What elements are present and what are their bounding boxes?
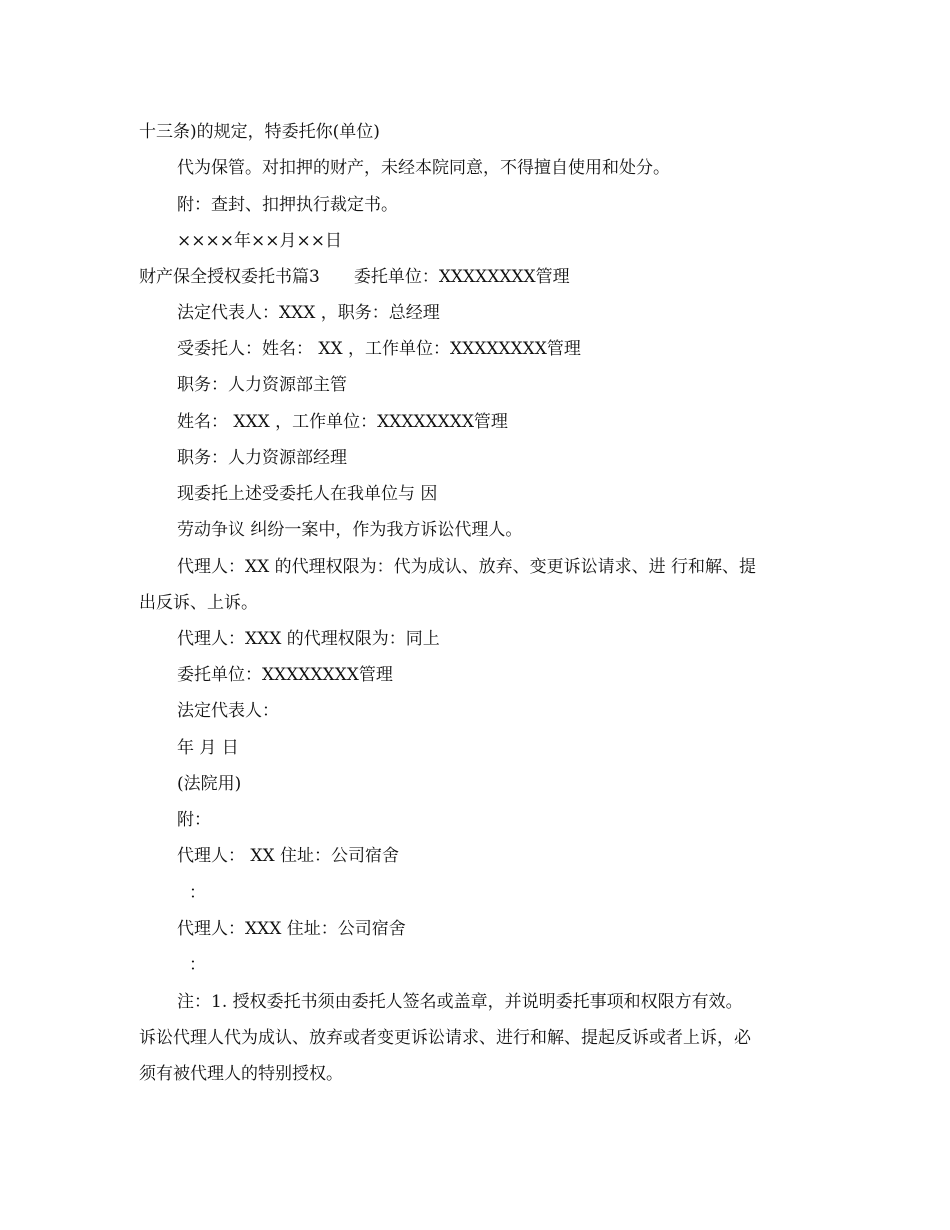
text-line: 代为保管。对扣押的财产，未经本院同意，不得擅自使用和处分。 [177,158,670,178]
text-line: 附：查封、扣押执行裁定书。 [177,195,398,215]
text-line: 代理人：XXX 的代理权限为：同上 [177,629,440,649]
text-line: 代理人： XX 住址：公司宿舍 [177,846,400,866]
text-line: 法定代表人： [177,701,279,721]
section-heading: 财产保全授权委托书篇3 委托单位：XXXXXXXX管理 [139,267,570,287]
text-line: 出反诉、上诉。 [139,593,258,613]
text-line: ： [189,883,206,903]
text-line: 注：1. 授权委托书须由委托人签名或盖章，并说明委托事项和权限方有效。 [177,992,743,1012]
text-line: 代理人：XXX 住址：公司宿舍 [177,919,406,939]
text-line: 现委托上述受委托人在我单位与 因 [177,484,438,504]
text-line: 法定代表人：XXX ，职务：总经理 [177,303,440,323]
text-line: 十三条)的规定，特委托你(单位) [139,122,380,142]
text-line: ××××年××月××日 [177,231,342,251]
text-line: (法院用) [177,774,242,794]
text-line: 职务：人力资源部主管 [177,375,347,395]
text-line: 须有被代理人的特别授权。 [139,1064,343,1084]
text-line: 诉讼代理人代为成认、放弃或者变更诉讼请求、进行和解、提起反诉或者上诉，必 [139,1028,751,1048]
text-line: ： [189,955,206,975]
text-line: 附： [177,810,211,830]
text-line: 劳动争议 纠纷一案中，作为我方诉讼代理人。 [177,520,523,540]
text-line: 姓名： XXX ，工作单位：XXXXXXXX管理 [177,412,508,432]
text-line: 年 月 日 [177,738,239,758]
text-line: 代理人：XX 的代理权限为：代为成认、放弃、变更诉讼请求、进 行和解、提 [177,557,757,577]
text-line: 受委托人：姓名： XX ，工作单位：XXXXXXXX管理 [177,339,581,359]
text-line: 委托单位：XXXXXXXX管理 [177,665,393,685]
text-line: 职务：人力资源部经理 [177,448,347,468]
